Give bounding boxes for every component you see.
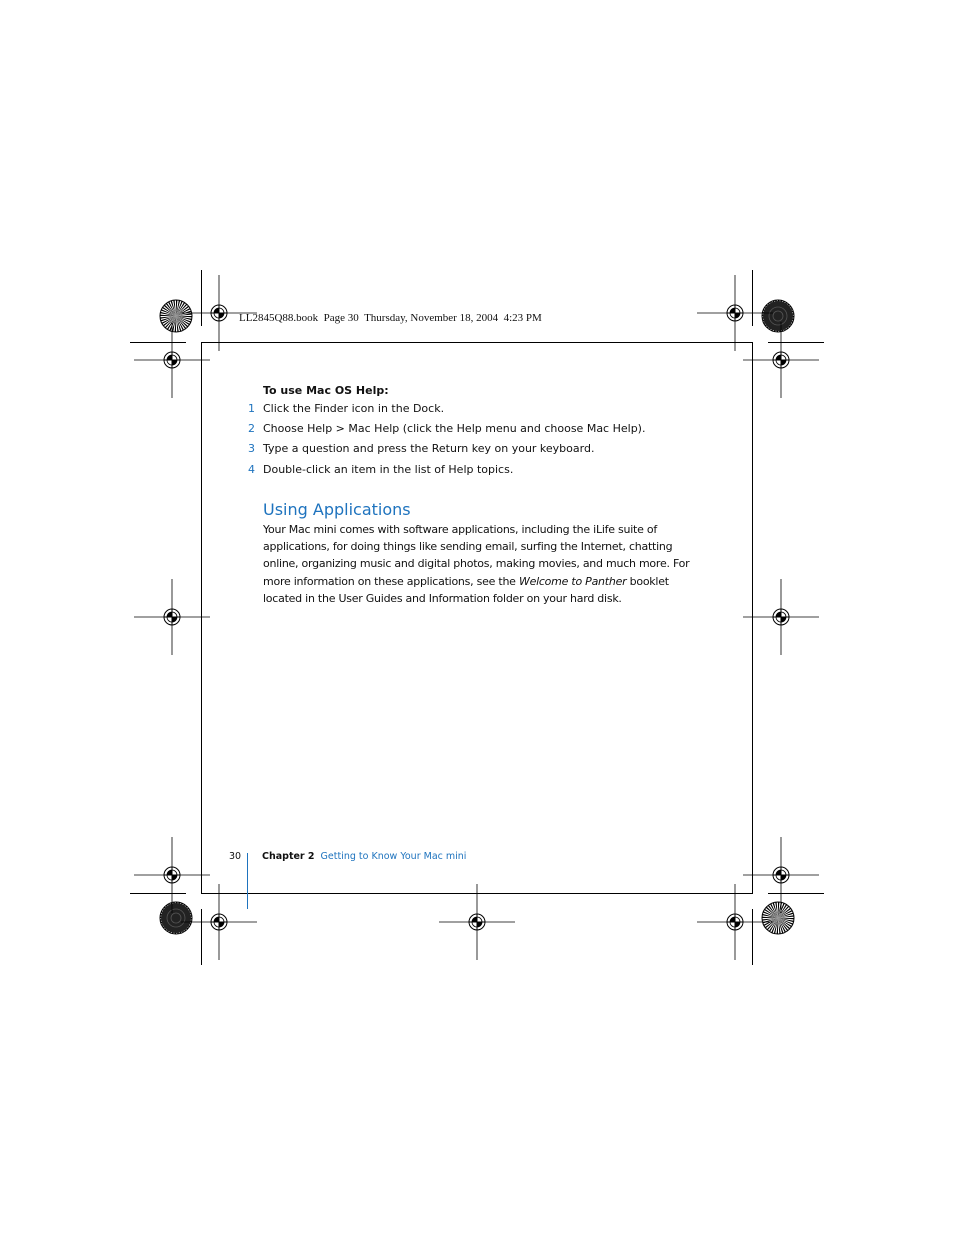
footer-chapter-title: Getting to Know Your Mac mini <box>320 851 467 862</box>
registration-target <box>697 884 773 960</box>
registration-target <box>181 884 257 960</box>
starburst-mark <box>160 300 192 332</box>
registration-target <box>743 579 819 655</box>
step-number: 2 <box>248 422 255 435</box>
footer-page-number: 30 <box>229 851 242 862</box>
step-number: 1 <box>248 402 255 415</box>
registration-target <box>743 837 819 913</box>
body-text-end: booklet located in the User Guides and Information folder on your hard disk. <box>263 574 669 605</box>
starburst-mark <box>160 902 192 934</box>
step-text: Double-click an item in the list of Help topics. <box>263 463 514 476</box>
registration-target <box>743 322 819 398</box>
step-item <box>248 402 444 415</box>
book-title-italic: Welcome to Panther <box>518 574 627 588</box>
footer-chapter <box>262 851 466 862</box>
step-text: Choose Help > Mac Help (click the Help menu and choose Mac Help). <box>263 422 646 435</box>
step-text: Type a question and press the Return key on your keyboard. <box>263 442 595 455</box>
starburst-mark <box>762 902 794 934</box>
section-heading: Using Applications <box>263 500 411 519</box>
registration-target <box>134 579 210 655</box>
step-item <box>248 422 645 435</box>
step-number: 3 <box>248 442 255 455</box>
registration-target <box>134 322 210 398</box>
registration-target <box>134 837 210 913</box>
slug-line: LL2845Q88.book Page 30 Thursday, November 18, 2004 4:23 PM <box>239 312 542 324</box>
step-item <box>248 463 513 476</box>
body-text-start: Your Mac mini comes with software applications, including the iLife suite of applications, for doing things like sending email, surfing the Internet, chatting online, organizing music and digital photos, making movies, and much more. For more information on these applications, see the <box>263 523 690 588</box>
step-text: Click the Finder icon in the Dock. <box>263 402 445 415</box>
step-item <box>248 442 594 455</box>
registration-target <box>697 275 773 351</box>
step-number: 4 <box>248 463 255 476</box>
registration-target <box>439 884 515 960</box>
instructions-title: To use Mac OS Help: <box>263 384 389 397</box>
body-paragraph <box>263 521 703 607</box>
starburst-mark <box>762 300 794 332</box>
footer-chapter-label: Chapter 2 <box>262 851 315 862</box>
